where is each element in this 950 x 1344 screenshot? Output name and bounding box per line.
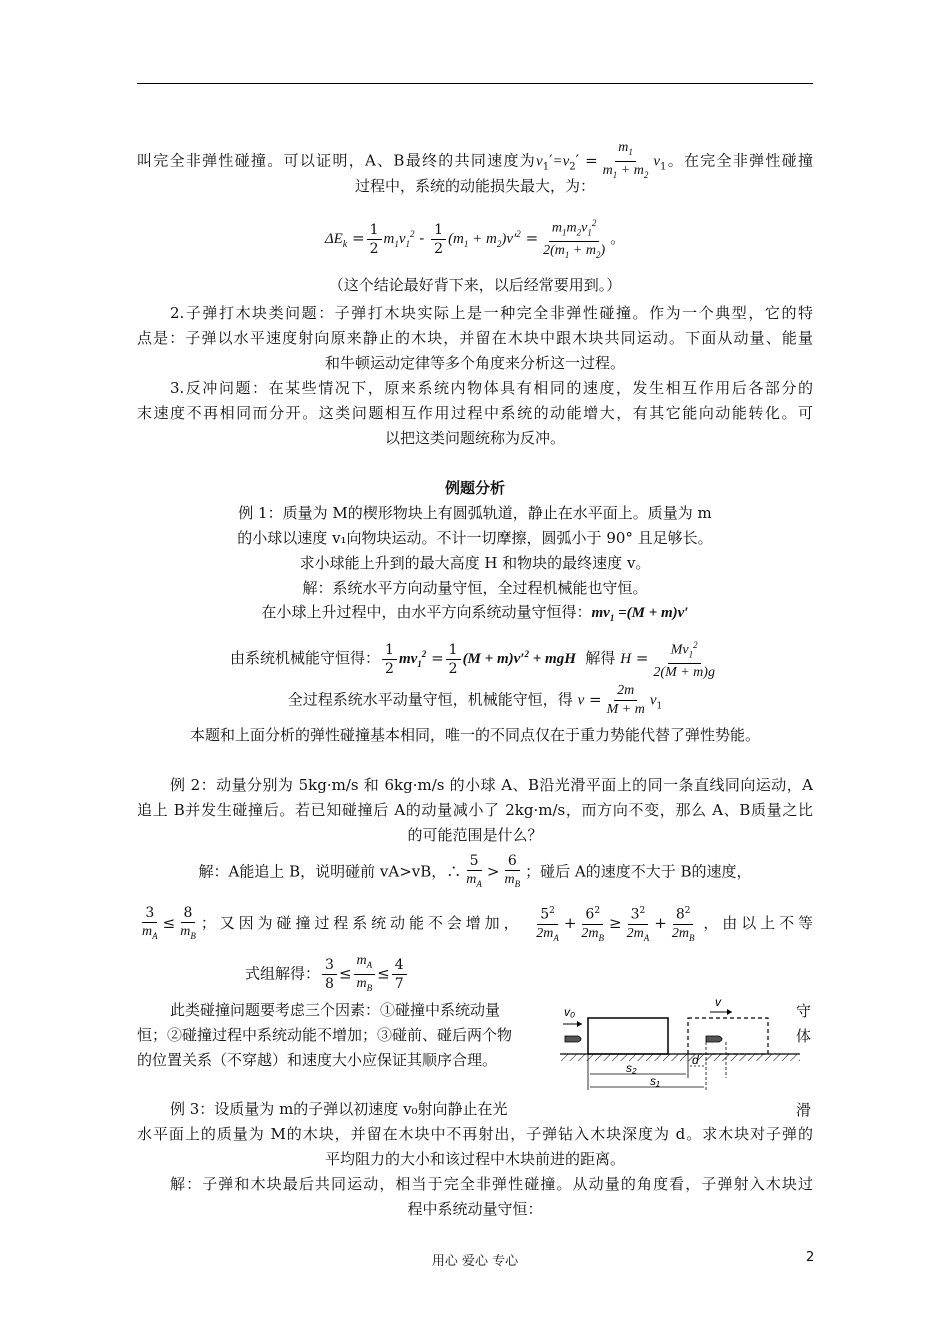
ex3-line3: 平均阻力的大小和该过程中木块前进的距离。 bbox=[324, 1150, 625, 1168]
ex3-line4: 解：子弹和木块最后共同运动，相当于完全非弹性碰撞。从动量的角度看，子弹射入木块过 bbox=[170, 1175, 813, 1193]
para2-line2: 点是：子弹以水平速度射向原来静止的木块，并留在木块中跟木块共同运动。下面从动量、能量 bbox=[137, 329, 813, 347]
ex2-line2: 追上 B并发生碰撞后。若已知碰撞后 A的动量减小了 2kg·m/s，而方向不变，那么 A、B质量之比 bbox=[137, 801, 813, 819]
ex2-line3: 的可能范围是什么？ bbox=[407, 826, 543, 844]
ex3-line5: 程中系统动量守恒： bbox=[407, 1200, 543, 1218]
para4-line1: 此类碰撞问题要考虑三个因素：①碰撞中系统动量 bbox=[170, 1001, 501, 1019]
eq-kinetic-energy-loss: $\Delta E_k$ = $\frac{1}{2}$ $m_1v_1^2$ - $\frac{1}{2}$ $(m_1 + m_2)v'^2$ = $\frac{m_1m_2v_1^2}{2(m_1 + m_2)}$ 。 bbox=[137, 214, 813, 264]
wood-block-final bbox=[688, 1018, 768, 1054]
s1-label: s₁ bbox=[650, 1074, 660, 1088]
para4-line2-end: 体 bbox=[796, 1027, 812, 1045]
para1-line1: 叫完全非弹性碰撞。可以证明，A、B最终的共同速度为$v_1'=v_2'$ = $\frac{m_1}{m_1 + m_2}$ $v_1$。在完全非弹性碰撞 bbox=[137, 139, 813, 184]
ex2-line4: 解：A能追上 B，说明碰前 vA>vB，∴ $\frac{5}{m_A}$ > $\frac{6}{m_B}$ ；碰后 A的速度不大于 B的速度， bbox=[198, 853, 752, 889]
bullet-initial-icon bbox=[565, 1036, 581, 1042]
para3-line2: 末速度不再相同而分开。这类问题相互作用过程中系统的动能增大，有其它能向动能转化。可 bbox=[137, 404, 813, 422]
para3-line1: 3.反冲问题：在某些情况下，原来系统内物体具有相同的速度，发生相互作用后各部分的 bbox=[170, 379, 813, 397]
ex2-line1: 例 2：动量分别为 5kg·m/s 和 6kg·m/s 的小球 A、B沿光滑平面上的同一条直线同向运动，A bbox=[170, 776, 813, 794]
s2-label: s₂ bbox=[626, 1061, 637, 1075]
ex1-line4: 解：系统水平方向动量守恒，全过程机械能也守恒。 bbox=[302, 579, 648, 597]
wood-block-initial bbox=[588, 1018, 668, 1054]
section-title: 例题分析 bbox=[444, 479, 505, 497]
bullet-block-diagram bbox=[560, 994, 800, 1094]
ex1-line5: 在小球上升过程中，由水平方向系统动量守恒得：$mv_1 =(M + m)v'$ bbox=[261, 603, 689, 623]
ex1-line7: 全过程系统水平动量守恒，机械能守恒，得 v = $\frac{2m}{M + m}$ $v_1$ bbox=[287, 683, 663, 717]
para4-line3: 的位置关系（不穿越）和速度大小应保证其顺序合理。 bbox=[137, 1051, 498, 1069]
ex1-line6: 由系统机械能守恒得： $\frac{1}{2}$ $mv_1^2$ = $\frac{1}{2}$ $(M + m)v'^2$ + mgH 解得 H = $\frac{Mv_1^2}{2(M + m)g}$ bbox=[137, 636, 813, 682]
para2-line1: 2.子弹打木块类问题：子弹打木块实际上是一种完全非弹性碰撞。作为一个典型，它的特 bbox=[170, 304, 813, 322]
ex3-line2: 水平面上的质量为 M的木块，并留在木块中不再射出，子弹钻入木块深度为 d。求木块对子弹的 bbox=[137, 1125, 813, 1143]
d-label: d bbox=[692, 1053, 699, 1067]
eq-common-velocity-fraction: $\frac{m_1}{m_1 + m_2}$ bbox=[602, 140, 649, 180]
para4-line2: 恒；②碰撞过程中系统动能不增加；③碰前、碰后两个物 bbox=[137, 1026, 513, 1044]
ex2-line5: $\frac{3}{m_A}$ ≤ $\frac{8}{m_B}$ ；又因为碰撞过程系统动能不会增加， $\frac{5^2}{2m_A}$ + $\frac{6^2}{2m_B}$ ≥ $\frac{3^2}{2m_A}$ + $\frac{8^2}{2m_B}$ ，由以上不等 bbox=[137, 902, 813, 946]
para1-note: （这个结论最好背下来，以后经常要用到。） bbox=[328, 276, 622, 294]
para1-line2: 过程中，系统的动能损失最大，为： bbox=[354, 177, 595, 195]
ex3-line1: 例 3：设质量为 m的子弹以初速度 v₀射向静止在光 bbox=[170, 1100, 508, 1118]
ground-hatching bbox=[560, 1054, 800, 1061]
ex2-line6: 式组解得： $\frac{3}{8}$ ≤ $\frac{m_A}{m_B}$ ≤ $\frac{4}{7}$ bbox=[245, 952, 409, 997]
ex1-conclusion: 本题和上面分析的弹性碰撞基本相同，唯一的不同点仅在于重力势能代替了弹性势能。 bbox=[189, 726, 760, 744]
v-label: v bbox=[715, 995, 721, 1009]
para4-line1-end: 守 bbox=[796, 1002, 812, 1020]
ex1-line1: 例 1：质量为 M的楔形物块上有圆弧轨道，静止在水平面上。质量为 m bbox=[238, 504, 712, 522]
bullet-final-icon bbox=[706, 1036, 722, 1042]
ex1-line2: 的小球以速度 v₁向物块运动。不计一切摩擦，圆弧小于 90° 且足够长。 bbox=[237, 529, 713, 547]
v0-label: v₀ bbox=[564, 1005, 576, 1019]
page-footer: 用心 爱心 专心 bbox=[431, 1254, 519, 1269]
ex1-line3: 求小球能上升到的最大高度 H 和物块的最终速度 v。 bbox=[299, 554, 651, 572]
para3-line3: 以把这类问题统称为反冲。 bbox=[384, 429, 565, 447]
page-number: 2 bbox=[806, 1250, 815, 1265]
para2-line3: 和牛顿运动定律等多个角度来分析这一过程。 bbox=[324, 354, 625, 372]
ex3-line1-end: 滑 bbox=[796, 1101, 812, 1119]
header-rule bbox=[137, 83, 813, 84]
